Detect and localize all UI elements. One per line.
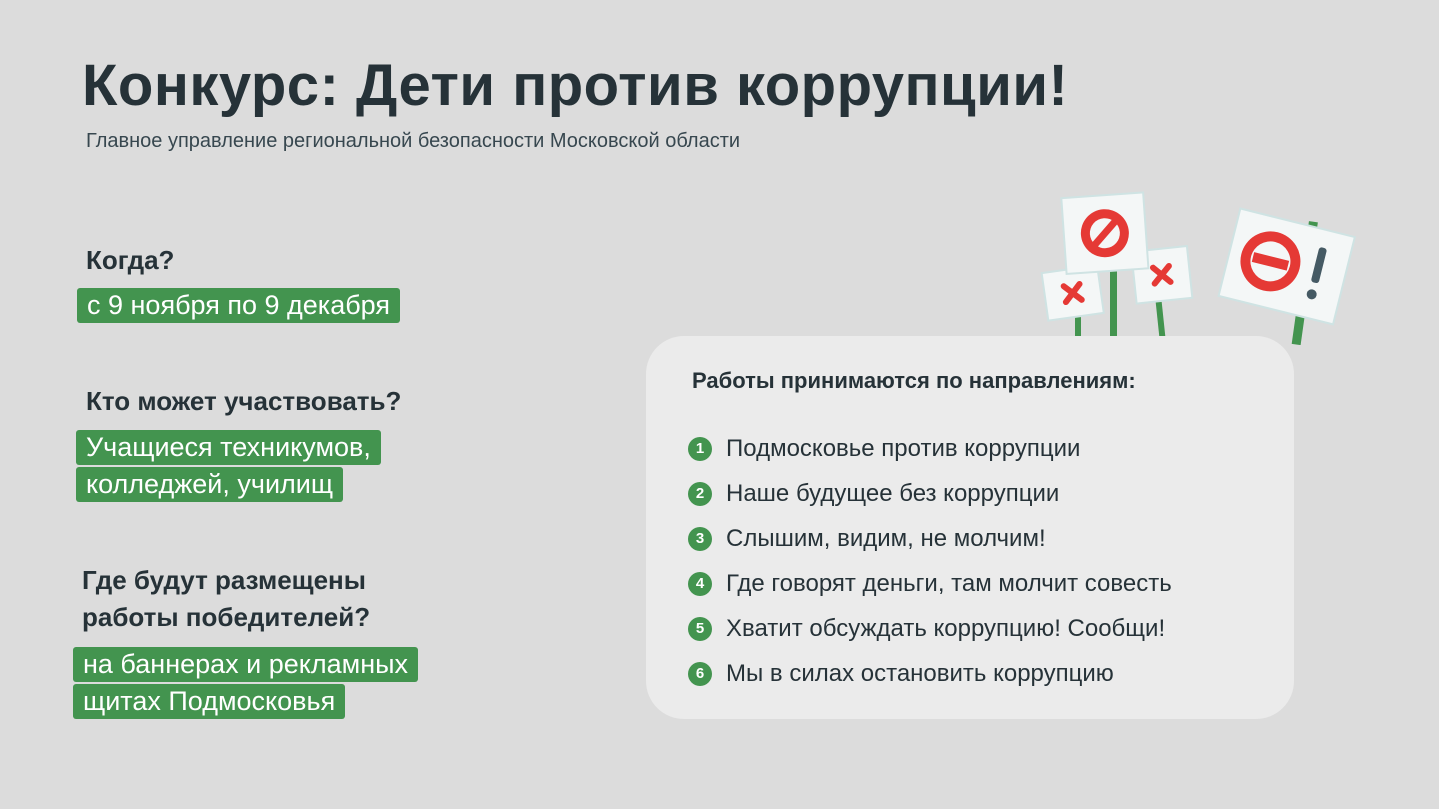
sign-center [1061,192,1148,345]
list-item [688,651,1172,696]
direction-label: Слышим, видим, не молчим! [726,524,1046,552]
direction-label: Хватит обсуждать коррупцию! Сообщи! [726,614,1166,642]
question-who: Кто может участвовать? [86,386,402,416]
directions-card [646,336,1294,719]
directions-heading: Работы принимаются по направлениям: [692,368,1136,393]
number-badge: 5 [688,617,712,641]
sign-small-left [1042,265,1104,345]
number-badge: 3 [688,527,712,551]
question-where [82,562,370,636]
number-badge: 2 [688,482,712,506]
direction-label: Мы в силах остановить коррупцию [726,659,1114,687]
sign-right [1219,209,1355,345]
answer-where-line: на баннерах и рекламных [73,647,418,682]
question-when: Когда? [86,245,175,275]
number-badge: 1 [688,437,712,461]
question-where-line: Где будут размещены [82,565,366,595]
answer-when [77,288,400,323]
directions-list [688,426,1172,696]
number-badge: 4 [688,572,712,596]
page-title: Конкурс: Дети против коррупции! [82,53,1069,118]
answer-who-line: Учащиеся техникумов, [76,430,381,465]
protest-signs-icon [1030,185,1370,345]
direction-label: Где говорят деньги, там молчит совесть [726,569,1172,597]
answer-when-line: с 9 ноября по 9 декабря [77,288,400,323]
answer-where [73,647,418,719]
page-subtitle: Главное управление региональной безопасности Московской области [86,130,741,152]
list-item [688,606,1172,651]
answer-where-line: щитах Подмосковья [73,684,345,719]
list-item [688,561,1172,606]
answer-who [76,430,381,502]
direction-label: Подмосковье против коррупции [726,434,1081,462]
list-item [688,426,1172,471]
number-badge: 6 [688,662,712,686]
question-where-line: работы победителей? [82,602,371,632]
direction-label: Наше будущее без коррупции [726,479,1060,507]
list-item [688,471,1172,516]
list-item [688,516,1172,561]
answer-who-line: колледжей, училищ [76,467,343,502]
